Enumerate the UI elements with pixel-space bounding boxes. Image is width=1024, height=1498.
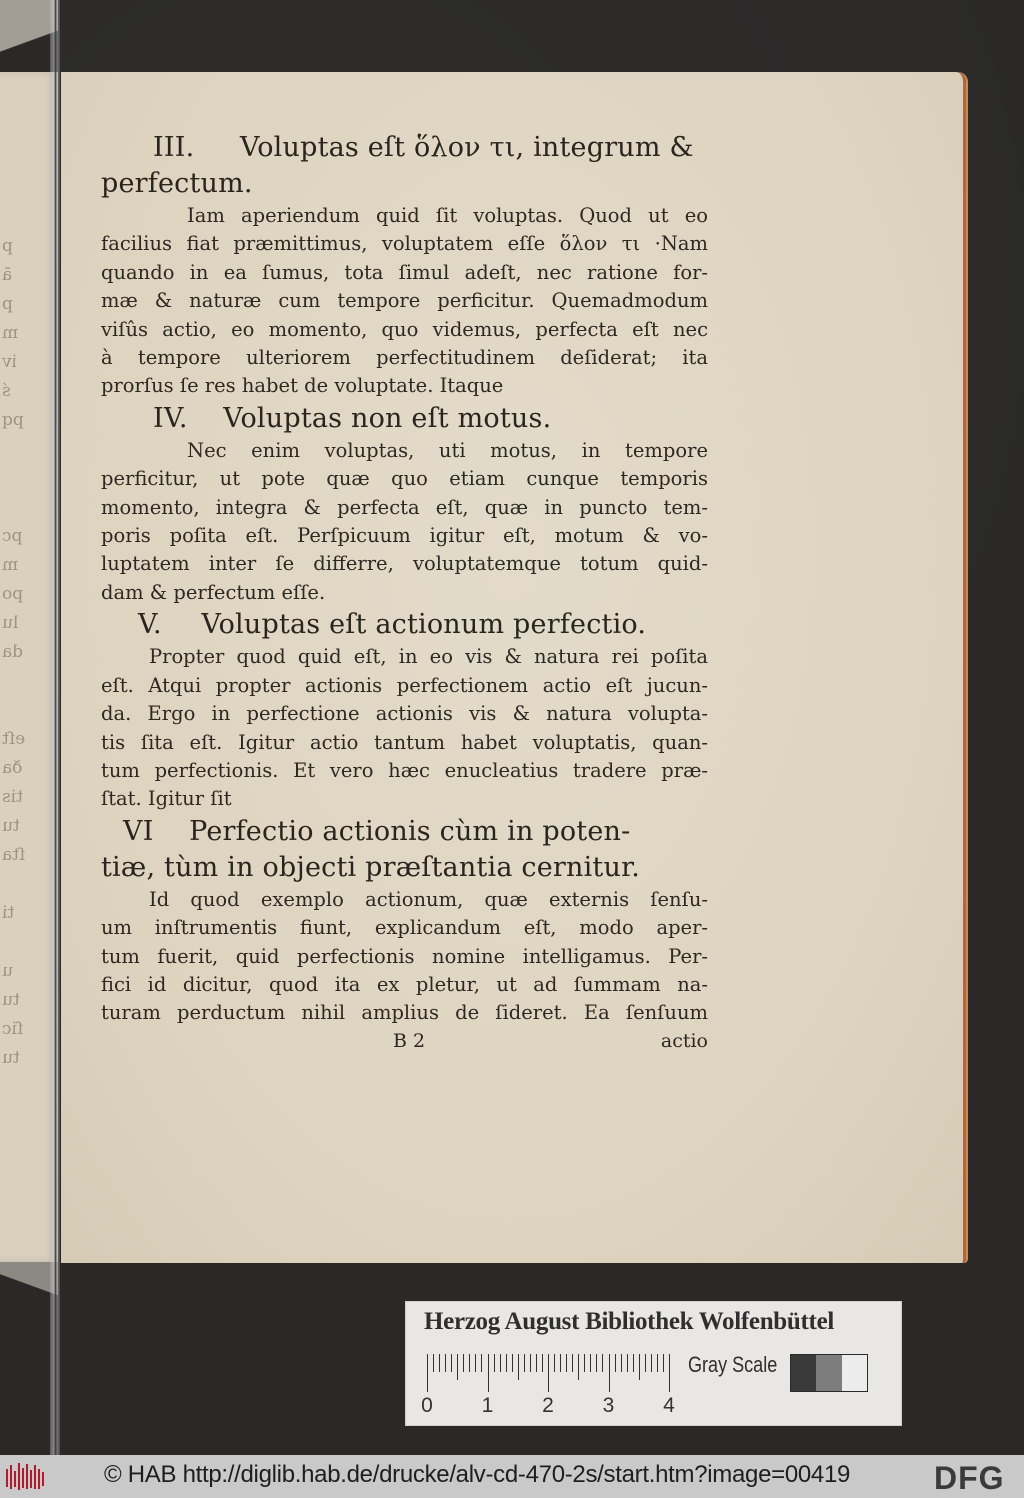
text-line: da. Ergo in perfectione actionis vis & natura volupta- [101, 702, 708, 726]
section-heading-cont: perfectum. [101, 168, 253, 199]
bleed-fragment [2, 464, 46, 493]
bleed-fragment [2, 493, 46, 522]
previous-page-bleed-text [2, 232, 46, 1073]
bleed-fragment: m [2, 555, 19, 575]
ruler-tick [669, 1354, 670, 1392]
bleed-fragment [2, 928, 46, 957]
bleed-fragment: tu [2, 1048, 20, 1068]
section-number: V. [138, 609, 162, 641]
ruler-tick [590, 1354, 591, 1372]
book-page [61, 72, 966, 1263]
gray-swatch [842, 1355, 867, 1391]
section-iv [101, 401, 708, 607]
signature-mark: B 2 [393, 1029, 426, 1052]
ruler-tick [615, 1354, 616, 1372]
ruler-tick [536, 1354, 537, 1372]
gutter-glass-edge [50, 0, 60, 1455]
bleed-fragment: tu [2, 816, 20, 836]
bleed-fragment [2, 667, 46, 696]
ruler-tick [621, 1354, 622, 1372]
bleed-fragment: ſta [2, 845, 26, 865]
bleed-fragment: iv [2, 352, 18, 372]
ruler-tick [524, 1354, 525, 1372]
bleed-fragment: u [2, 961, 13, 981]
text-line: tum perfectionis. Et vero hæc enucleatius tradere præ- [101, 758, 708, 782]
ruler-tick [584, 1354, 585, 1372]
ruler-tick [602, 1354, 603, 1372]
ruler-tick [488, 1354, 489, 1392]
section-number: VI [123, 815, 154, 847]
section-v [101, 607, 708, 813]
ruler-tick [469, 1354, 470, 1372]
section-number: III. [153, 132, 195, 163]
ruler-tick [530, 1354, 531, 1372]
viewer-footer [0, 1455, 1024, 1498]
ruler-tick [481, 1354, 482, 1372]
gray-scale-swatches [790, 1354, 868, 1392]
ruler-tick [609, 1354, 610, 1392]
ruler-tick [439, 1354, 440, 1372]
section-paragraph [101, 643, 708, 813]
bleed-fragment: ś [2, 381, 11, 401]
ruler-tick [494, 1354, 495, 1372]
ruler-label: 4 [663, 1394, 675, 1417]
section-heading [101, 814, 708, 850]
bleed-fragment: pq [2, 410, 24, 430]
section-paragraph [101, 202, 708, 401]
bleed-fragment: eſt [2, 729, 26, 749]
text-line: poris poſita eſt. Perſpicuum igitur eſt, motum & vo- [101, 524, 708, 548]
text-line: quando in ea ſumus, tota ſimul adeſt, nec ratione for- [101, 260, 708, 284]
bleed-fragment: pc [2, 526, 23, 546]
gray-swatch [791, 1355, 816, 1391]
ruler-tick [657, 1354, 658, 1372]
ruler-tick [457, 1354, 458, 1380]
section-heading [101, 607, 708, 643]
ruler-tick [627, 1354, 628, 1372]
text-line: luptatem inter ſe differre, voluptatemque totum quid- [101, 552, 708, 576]
gray-swatch [816, 1355, 841, 1391]
text-line: à tempore ulteriorem perfectitudinem deſiderat; ita [101, 346, 708, 370]
text-line: Id quod exemplo actionum, quæ externis ſenſu- [149, 887, 708, 911]
bleed-fragment: m [2, 323, 19, 343]
ruler-tick [663, 1354, 664, 1372]
catchword: actio [660, 1029, 708, 1052]
text-line: Propter quod quid eſt, in eo vis & natura rei poſita [149, 645, 708, 669]
ruler-label: 1 [481, 1394, 494, 1417]
bleed-fragment: tu [2, 990, 20, 1010]
bleed-fragment: p [2, 294, 13, 314]
page-text [101, 130, 708, 1060]
ruler-tick [451, 1354, 452, 1372]
section-paragraph [101, 437, 708, 607]
ruler-tick [645, 1354, 646, 1372]
ruler-tick [512, 1354, 513, 1372]
heading-text: Voluptas non eſt motus. [223, 402, 552, 434]
bleed-fragment: ſic [2, 1019, 24, 1039]
text-line: Nec enim voluptas, uti motus, in tempore [187, 438, 708, 462]
text-line: tum fuerit, quid perfectionis nomine intelligamus. Per- [101, 944, 708, 968]
bleed-fragment: da [2, 642, 24, 662]
scale-ruler [421, 1354, 675, 1424]
page-footer-line [101, 1030, 708, 1060]
text-line: eſt. Atqui propter actionis perfectionem actio eſt jucun- [101, 673, 708, 697]
text-line: mæ & naturæ cum tempore perficitur. Quemadmodum [101, 289, 708, 313]
ruler-tick [500, 1354, 501, 1372]
text-line: prorſus ſe res habet de voluptate. Itaque [101, 374, 504, 398]
bleed-fragment: ā [2, 265, 13, 285]
section-iii [101, 130, 708, 401]
ruler-tick [560, 1354, 561, 1372]
bleed-fragment [2, 696, 46, 725]
text-line: perficitur, ut pote quæ quo etiam cunque temporis [101, 467, 708, 491]
text-line: facilius fiat præmittimus, voluptatem eſſe ὅλον τι ·Nam [101, 232, 708, 256]
bleed-fragment [2, 870, 46, 899]
ruler-tick [463, 1354, 464, 1372]
bleed-fragment: ti [2, 903, 15, 923]
ruler-tick [445, 1354, 446, 1372]
ruler-label: 0 [421, 1394, 433, 1417]
ruler-tick [427, 1354, 428, 1392]
section-vi [101, 814, 708, 1028]
text-line: momento, integra & perfecta eſt, quæ in puncto tem- [101, 495, 708, 519]
ruler-tick [566, 1354, 567, 1372]
bleed-fragment: p [2, 236, 13, 256]
ruler-label: 3 [602, 1394, 615, 1417]
hab-logo-icon [5, 1461, 45, 1492]
text-line: fici id dicitur, quod ita ex pletur, ut ad ſummam na- [101, 972, 708, 996]
ruler-tick [475, 1354, 476, 1372]
bleed-fragment: lu [2, 613, 19, 633]
bleed-fragment: ða [2, 758, 23, 778]
text-line: viſûs actio, eo momento, quo videmus, perfecta eſt nec [101, 317, 708, 341]
text-line: dam & perfectum eſſe. [101, 580, 326, 604]
section-number: IV. [153, 402, 188, 434]
copyright-url[interactable]: © HAB http://diglib.hab.de/drucke/alv-cd-470-2s/start.htm?image=00419 [104, 1461, 851, 1488]
ruler-tick [518, 1354, 519, 1380]
text-line: turam perductum nihil amplius de ſideret. Ea ſenſuum [101, 1001, 708, 1025]
ruler-tick [506, 1354, 507, 1372]
heading-text: Perfectio actionis cùm in poten- [189, 815, 631, 847]
ruler-tick [596, 1354, 597, 1372]
ruler-label: 2 [542, 1394, 554, 1417]
bleed-fragment: tis [2, 787, 23, 807]
ruler-tick [548, 1354, 549, 1392]
section-heading [101, 401, 708, 437]
text-line: tis ſita eſt. Igitur actio tantum habet voluptatis, quan- [101, 730, 708, 754]
ruler-tick [578, 1354, 579, 1380]
dfg-logo-icon: DFG [934, 1460, 1005, 1496]
text-line: um inſtrumentis fiunt, explicandum eſt, modo aper- [101, 916, 708, 940]
ruler-tick [633, 1354, 634, 1372]
ruler-tick [651, 1354, 652, 1372]
gray-scale-label: Gray Scale [688, 1352, 778, 1377]
section-heading [101, 130, 708, 166]
text-line: ſtat. Igitur ſit [101, 787, 232, 811]
heading-text: Voluptas eſt actionum perfectio. [201, 609, 647, 641]
ruler-tick [639, 1354, 640, 1380]
ruler-tick [554, 1354, 555, 1372]
ruler-tick [433, 1354, 434, 1372]
library-name: Herzog August Bibliothek Wolfenbüttel [424, 1308, 835, 1335]
ruler-tick [572, 1354, 573, 1372]
heading-text: Voluptas eſt ὅλον τι, integrum & [239, 132, 694, 163]
section-heading-cont: tiæ, tùm in objecti præſtantia cernitur. [101, 851, 640, 883]
section-paragraph [101, 886, 708, 1028]
bleed-fragment: po [2, 584, 24, 604]
bleed-fragment [2, 435, 46, 464]
ruler-tick [542, 1354, 543, 1372]
text-line: Iam aperiendum quid ſit voluptas. Quod ut eo [187, 204, 708, 227]
color-calibration-chart [405, 1301, 902, 1426]
